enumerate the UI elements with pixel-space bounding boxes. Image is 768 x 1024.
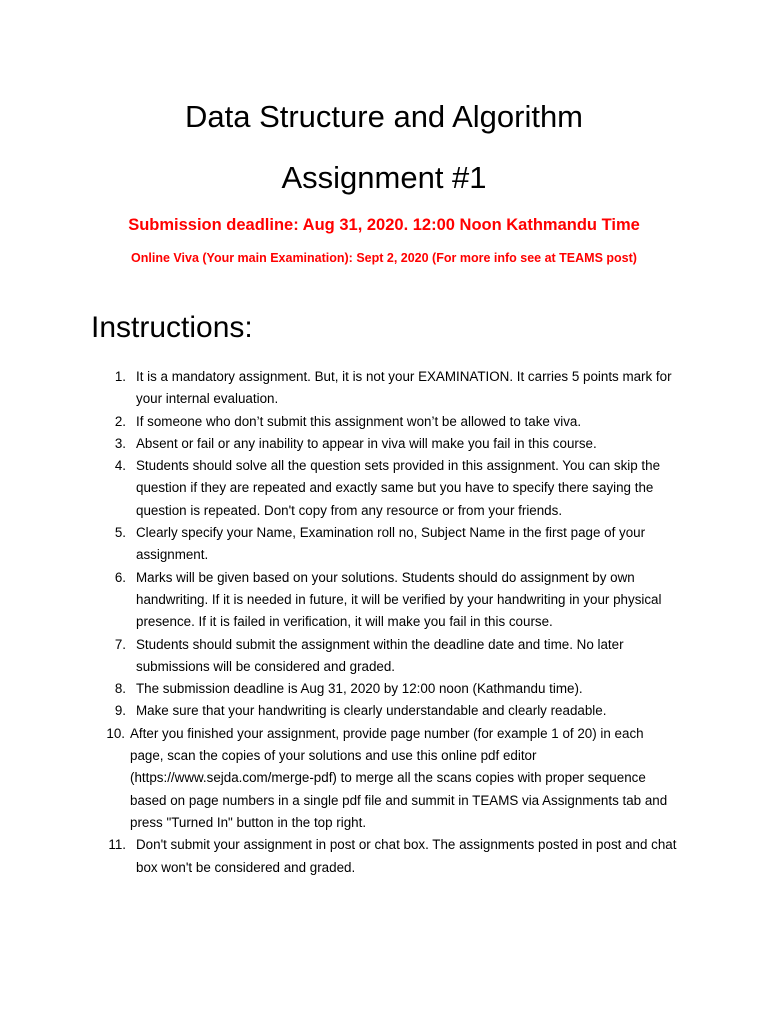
instruction-item [0,700,768,722]
instruction-item [0,723,768,834]
instruction-item [0,455,768,522]
instruction-number: 2. [114,413,126,429]
instructions-list [0,366,768,879]
instruction-item [0,411,768,433]
instruction-number: 4. [114,458,126,474]
instruction-text: The submission deadline is Aug 31, 2020 by 12:00 noon (Kathmandu time). [136,681,583,697]
instruction-item [0,366,768,411]
instruction-text: Absent or fail or any inability to appear in viva will make you fail in this course. [136,435,597,451]
instruction-number: 7. [114,636,126,652]
instruction-number: 3. [114,435,126,451]
instruction-number: 10. [106,725,125,741]
instruction-text: Students should submit the assignment within the deadline date and time. No later submissions will be considered and graded. [136,636,624,674]
submission-deadline: Submission deadline: Aug 31, 2020. 12:00 Noon Kathmandu Time [128,216,640,234]
instruction-text: Marks will be given based on your solutions. Students should do assignment by own handwriting. If it is needed in future, it will be verified by your handwriting in your physical presence. If it is failed in verification, it will make you fail in this course. [136,569,662,630]
instruction-item [0,834,768,879]
instruction-text: Students should solve all the question sets provided in this assignment. You can skip the question if they are repeated and exactly same but you have to specify there saying the question is repeated. Don't copy from any resource or from your friends. [136,458,661,518]
instruction-text: It is a mandatory assignment. But, it is not your EXAMINATION. It carries 5 points mark for your internal evaluation. [136,369,672,407]
document-title: Data Structure and Algorithm [184,99,584,134]
instruction-text: Clearly specify your Name, Examination roll no, Subject Name in the first page of your assignment. [136,525,646,563]
instruction-item [0,634,768,679]
instruction-number: 1. [114,369,126,384]
instruction-number: 5. [114,525,126,541]
instruction-item [0,433,768,455]
instruction-item [0,678,768,700]
instructions-heading: Instructions: [91,311,253,344]
instruction-number: 8. [114,681,126,697]
instruction-number: 6. [114,569,126,585]
instruction-number: 11. [108,837,126,853]
instruction-number: 9. [114,703,126,719]
instruction-text: If someone who don’t submit this assignment won’t be allowed to take viva. [136,413,582,429]
online-viva-notice: Online Viva (Your main Examination): Sept 2, 2020 (For more info see at TEAMS post) [131,251,637,265]
instruction-text: Make sure that your handwriting is clearly understandable and clearly readable. [136,703,607,719]
assignment-number: Assignment #1 [281,160,487,195]
instruction-text: After you finished your assignment, provide page number (for example 1 of 20) in each page, scan the copies of your solutions and use this online pdf editor (https://www.sejda.com/merge-pdf) to merge all the scans copies with proper sequence based on page numbers in a single pdf file and summit in TEAMS via Assignments tab and press "Turned In" button in the top right. [130,725,668,830]
instruction-item [0,567,768,634]
instruction-item [0,522,768,567]
instruction-text: Don't submit your assignment in post or chat box. The assignments posted in post and chat box won't be considered and graded. [136,837,677,875]
